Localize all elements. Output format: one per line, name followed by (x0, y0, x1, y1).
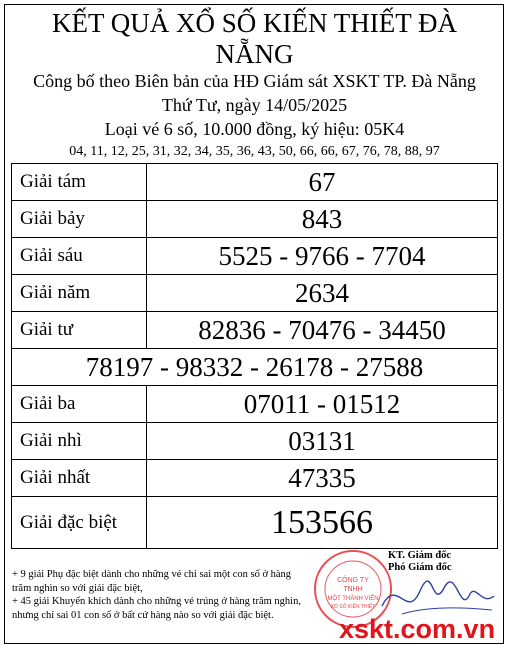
prize-value: 5525 - 9766 - 7704 (147, 238, 498, 275)
prize-value: 843 (147, 201, 498, 238)
page-title-line2: NẴNG (215, 39, 294, 69)
draw-date: Thứ Tư, ngày 14/05/2025 (161, 95, 348, 115)
svg-text:XỔ SỐ KIẾN THIẾT: XỔ SỐ KIẾN THIẾT (330, 604, 376, 610)
prize-value: 2634 (147, 275, 498, 312)
prize-table (11, 163, 498, 549)
prize-label: Giải tư (12, 312, 147, 349)
page-title-line1: KẾT QUẢ XỔ SỐ KIẾN THIẾT ĐÀ (52, 8, 457, 38)
svg-text:TNHH: TNHH (343, 586, 363, 593)
signature-title: KT. Giám đốc (388, 550, 452, 561)
prize-value: 78197 - 98332 - 26178 - 27588 (12, 349, 498, 386)
prize-value: 47335 (147, 460, 498, 497)
prize-label: Giải nhất (12, 460, 147, 497)
prize-label: Giải đặc biệt (12, 497, 147, 549)
notes (12, 568, 312, 622)
brand-watermark[interactable]: xskt.com.vn (339, 614, 496, 644)
prize-label: Giải nhì (12, 423, 147, 460)
prize-label: Giải bảy (12, 201, 147, 238)
prize-value: 03131 (147, 423, 498, 460)
prize-label: Giải năm (12, 275, 147, 312)
prize-row-g2 (12, 423, 498, 460)
signature-block (388, 550, 452, 574)
prize-row-g3 (12, 386, 498, 423)
prize-row-g8 (12, 164, 498, 201)
note-line: + 45 giải Khuyến khích dành cho những vé trúng ở hàng trăm nghìn, nhưng chỉ sai 01 con số ở bất cứ hàng nào so với giải đặc biệt. (12, 596, 301, 621)
prize-value: 82836 - 70476 - 34450 (147, 312, 498, 349)
prize-label: Giải sáu (12, 238, 147, 275)
prize-value: 67 (147, 164, 498, 201)
prize-value: 07011 - 01512 (147, 386, 498, 423)
prize-row-special (12, 497, 498, 549)
signature-subtitle: Phó Giám đốc (388, 562, 452, 573)
prize-value-special: 153566 (147, 497, 498, 549)
prize-row-g6 (12, 238, 498, 275)
prize-label: Giải ba (12, 386, 147, 423)
prize-row-g4-cont (12, 349, 498, 386)
svg-text:MỘT THÀNH VIÊN: MỘT THÀNH VIÊN (327, 596, 379, 602)
publisher-text: Công bố theo Biên bản của HĐ Giám sát XSKT TP. Đà Nẵng (33, 71, 476, 91)
prize-row-g4 (12, 312, 498, 349)
loto-numbers: 04, 11, 12, 25, 31, 32, 34, 35, 36, 43, 50, 66, 66, 67, 76, 78, 88, 97 (69, 144, 440, 159)
svg-text:CÔNG TY: CÔNG TY (337, 577, 369, 584)
note-line: + 9 giải Phụ đặc biệt dành cho những vé chỉ sai một con số ở hàng trăm nghìn so với giải đặc biệt, (12, 569, 292, 594)
prize-row-g1 (12, 460, 498, 497)
prize-label: Giải tám (12, 164, 147, 201)
ticket-info: Loại vé 6 số, 10.000 đồng, ký hiệu: 05K4 (104, 119, 405, 139)
prize-row-g5 (12, 275, 498, 312)
prize-row-g7 (12, 201, 498, 238)
